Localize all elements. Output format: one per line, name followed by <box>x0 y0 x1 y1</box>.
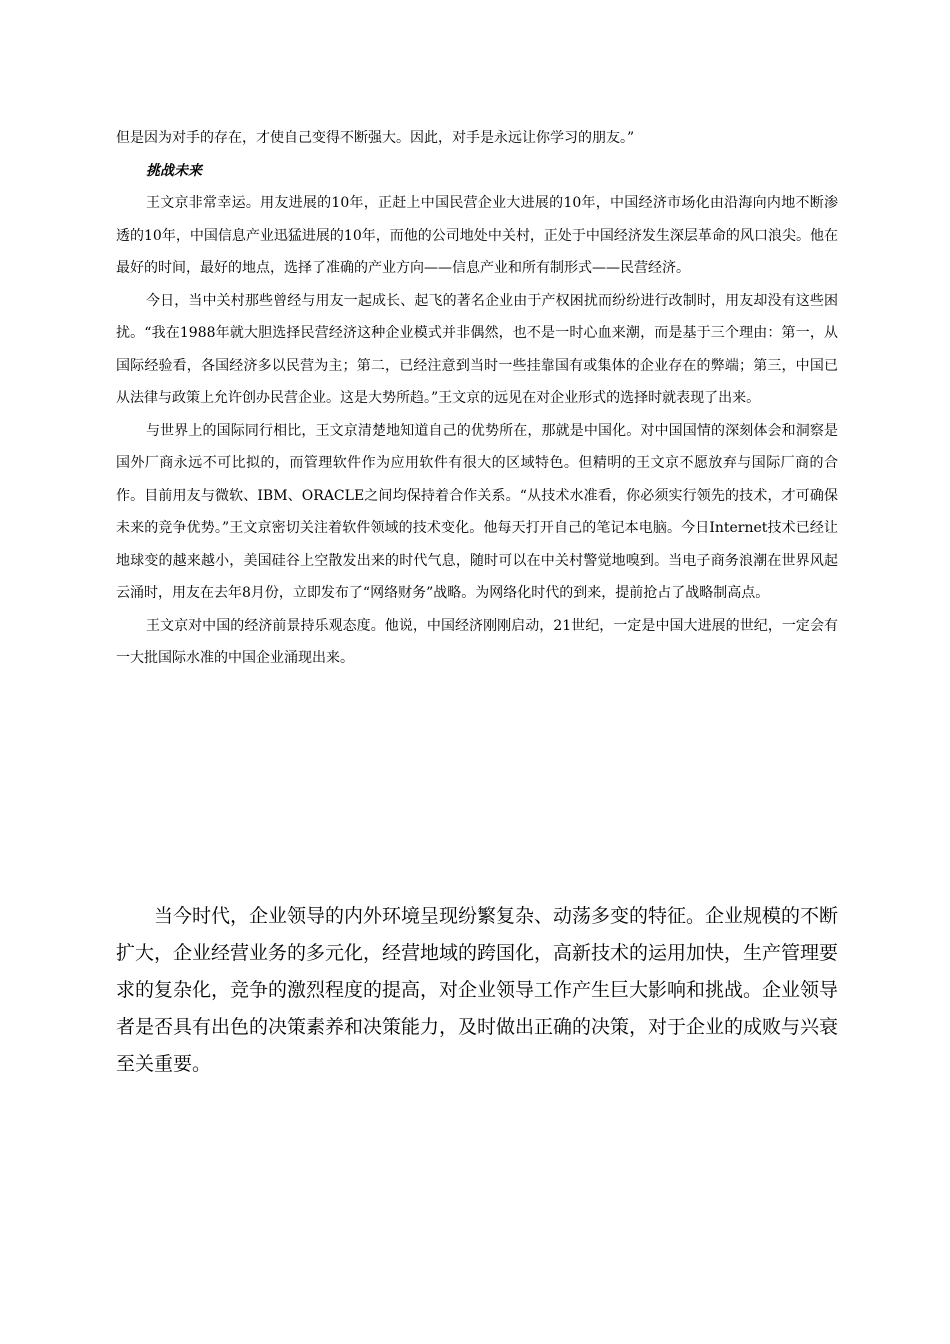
article-paragraph: 王文京对中国的经济前景持乐观态度。他说，中国经济刚刚启动，21世纪，一定是中国大进展的世纪，一定会有一大批国际水准的中国企业涌现出来。 <box>116 617 838 666</box>
section-heading: 挑战未来 <box>146 162 202 179</box>
article-paragraph: 今日，当中关村那些曾经与用友一起成长、起飞的著名企业由于产权困扰而纷纷进行改制时，用友却没有这些困扰。“我在1988年就大胆选择民营经济这种企业模式并非偶然，也不是一时心血来潮，而是基于三个理由：第一，从国际经验看，各国经济多以民营为主；第二，已经注意到当时一些挂靠国有或集体的企业存在的弊端；第三，中国已从法律与政策上允许创办民营企业。这是大势所趋。”王文京的远见在对企业形式的选择时就表现了出来。 <box>116 292 838 406</box>
article-body <box>116 122 838 675</box>
summary-section <box>116 898 838 1083</box>
article-paragraph: 与世界上的国际同行相比，王文京清楚地知道自己的优势所在，那就是中国化。对中国国情的深刻体会和洞察是国外厂商永远不可比拟的，而管理软件作为应用软件有很大的区域特色。但精明的王文京不愿放弃与国际厂商的合作。目前用友与微软、IBM、ORACLE之间均保持着合作关系。“从技术水准看，你必须实行领先的技术，才可确保未来的竞争优势。”王文京密切关注着软件领域的技术变化。他每天打开自己的笔记本电脑。今日Internet技术已经让地球变的越来越小，美国硅谷上空散发出来的时代气息，随时可以在中关村警觉地嗅到。当电子商务浪潮在世界风起云涌时，用友在去年8月份，立即发布了“网络财务”战略。为网络化时代的到来，提前抢占了战略制高点。 <box>116 422 838 601</box>
article-paragraph: 王文京非常幸运。用友进展的10年，正赶上中国民营企业大进展的10年，中国经济市场化由沿海向内地不断渗透的10年，中国信息产业迅猛进展的10年，而他的公司地处中关村，正处于中国经济发生深层革命的风口浪尖。他在最好的时间，最好的地点，选择了准确的产业方向——信息产业和所有制形式——民营经济。 <box>116 195 838 276</box>
summary-paragraph: 当今时代，企业领导的内外环境呈现纷繁复杂、动荡多变的特征。企业规模的不断扩大，企业经营业务的多元化，经营地域的跨国化，高新技术的运用加快，生产管理要求的复杂化，竞争的激烈程度的提高，对企业领导工作产生巨大影响和挑战。企业领导者是否具有出色的决策素养和决策能力，及时做出正确的决策，对于企业的成败与兴衰至关重要。 <box>116 905 839 1075</box>
opening-line: 但是因为对手的存在，才使自己变得不断强大。因此，对手是永远让你学习的朋友。” <box>116 130 635 146</box>
